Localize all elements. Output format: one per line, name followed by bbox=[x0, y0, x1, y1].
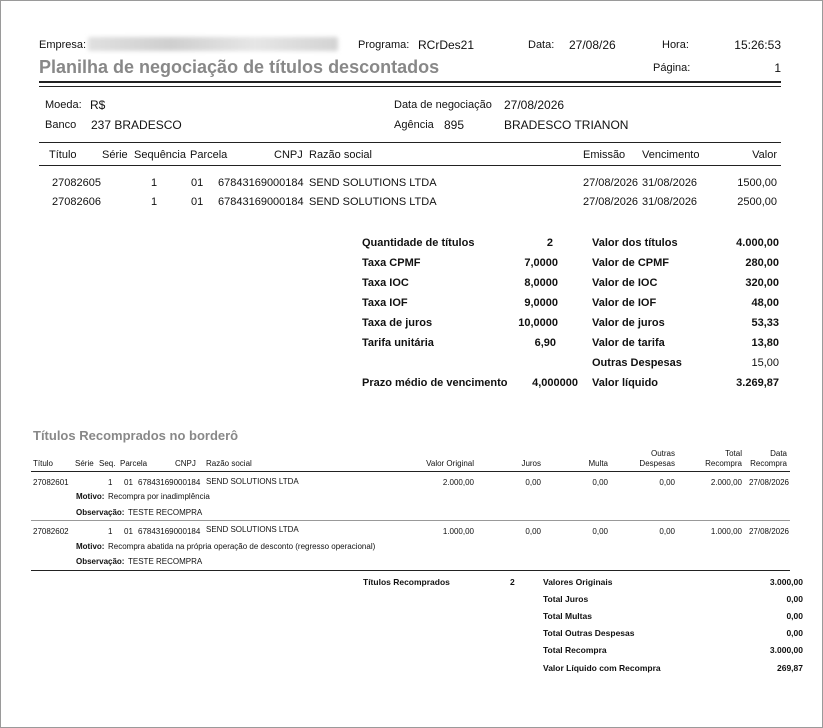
programa-value: RCrDes21 bbox=[418, 38, 475, 52]
rc-juros: 0,00 bbox=[525, 478, 541, 487]
summary-label: Prazo médio de vencimento bbox=[362, 377, 508, 389]
rc-total-label: Total Outras Despesas bbox=[543, 628, 635, 638]
summary-value: 53,33 bbox=[751, 317, 779, 329]
row-titulo: 27082605 bbox=[52, 177, 101, 189]
col-valor: Valor bbox=[752, 149, 777, 161]
recompra-title: Títulos Recomprados no borderô bbox=[33, 428, 239, 443]
table-top-rule bbox=[39, 142, 781, 143]
rc-obs: TESTE RECOMPRA bbox=[128, 508, 203, 517]
data-label: Data: bbox=[528, 39, 555, 51]
banco-value: 237 BRADESCO bbox=[91, 118, 182, 132]
rc-razao: SEND SOLUTIONS LTDA bbox=[206, 477, 299, 486]
rc-total-label: Total Recompra bbox=[543, 645, 607, 655]
row-razao: SEND SOLUTIONS LTDA bbox=[309, 177, 437, 189]
summary-value: 10,0000 bbox=[518, 317, 558, 329]
moeda-label: Moeda: bbox=[45, 99, 82, 111]
agencia-value: 895 bbox=[444, 118, 465, 132]
col-sequencia: Sequência bbox=[134, 149, 186, 161]
row-titulo: 27082606 bbox=[52, 196, 101, 208]
rc-data: 27/08/2026 bbox=[748, 478, 789, 487]
summary-label: Outras Despesas bbox=[592, 357, 682, 369]
rc-motivo: Recompra abatida na própria operação de desconto (regresso operacional) bbox=[108, 542, 376, 551]
rc-obs-label: Observação: bbox=[76, 557, 125, 566]
rc-obs-label: Observação: bbox=[76, 508, 125, 517]
summary-label: Quantidade de títulos bbox=[362, 237, 475, 249]
rc-col-razao: Razão social bbox=[206, 459, 252, 468]
data-value: 27/08/26 bbox=[569, 38, 616, 52]
recompra-row-rule bbox=[31, 520, 790, 521]
rc-total-value: 269,87 bbox=[777, 663, 803, 673]
summary-label: Valor de IOF bbox=[592, 297, 657, 309]
summary-label: Taxa CPMF bbox=[362, 257, 421, 269]
rc-col-seq: Seq. bbox=[99, 459, 116, 468]
col-emissao: Emissão bbox=[583, 149, 626, 161]
recompra-header-rule bbox=[31, 471, 790, 472]
rc-total-label: Total Juros bbox=[543, 594, 589, 604]
row-valor: 2500,00 bbox=[737, 196, 777, 208]
pagina-label: Página: bbox=[653, 62, 691, 74]
rc-col-juros: Juros bbox=[521, 459, 541, 468]
row-razao: SEND SOLUTIONS LTDA bbox=[309, 196, 437, 208]
rc-valor-original: 1.000,00 bbox=[442, 527, 474, 536]
rc-multa: 0,00 bbox=[592, 478, 608, 487]
moeda-value: R$ bbox=[90, 98, 106, 112]
summary-label: Tarifa unitária bbox=[362, 337, 434, 349]
rc-total: 1.000,00 bbox=[710, 527, 742, 536]
rc-serie: 1 bbox=[108, 527, 113, 536]
summary-value: 7,0000 bbox=[524, 257, 558, 269]
summary-value: 9,0000 bbox=[524, 297, 558, 309]
rc-col-cnpj: CNPJ bbox=[175, 459, 196, 468]
col-serie: Série bbox=[102, 149, 128, 161]
summary-label: Taxa de juros bbox=[362, 317, 433, 329]
rc-col-total-2: Recompra bbox=[705, 459, 742, 468]
rc-multa: 0,00 bbox=[592, 527, 608, 536]
row-cnpj: 67843169000184 bbox=[218, 177, 304, 189]
rc-total: 2.000,00 bbox=[710, 478, 742, 487]
rc-col-multa: Multa bbox=[588, 459, 608, 468]
empresa-redacted bbox=[88, 37, 338, 51]
rc-total-value: 0,00 bbox=[786, 594, 803, 604]
summary-value: 2 bbox=[546, 237, 553, 249]
rc-cnpj: 67843169000184 bbox=[138, 527, 201, 536]
pagina-value: 1 bbox=[774, 61, 781, 75]
rc-total-label: Total Multas bbox=[543, 611, 592, 621]
rc-total-label: Valores Originais bbox=[543, 577, 613, 587]
rc-col-outras-1: Outras bbox=[650, 449, 675, 458]
data-negociacao-label: Data de negociação bbox=[394, 99, 492, 111]
row-parcela: 01 bbox=[191, 196, 204, 208]
rc-col-valor-original: Valor Original bbox=[426, 459, 474, 468]
rc-data: 27/08/2026 bbox=[748, 527, 789, 536]
summary-value: 15,00 bbox=[751, 357, 779, 369]
data-negociacao-value: 27/08/2026 bbox=[504, 98, 565, 112]
summary-label: Taxa IOF bbox=[362, 297, 408, 309]
rc-total-value: 3.000,00 bbox=[769, 577, 803, 587]
row-emissao: 27/08/2026 bbox=[583, 177, 639, 189]
summary-value: 13,80 bbox=[751, 337, 779, 349]
rc-motivo-label: Motivo: bbox=[76, 542, 105, 551]
hora-value: 15:26:53 bbox=[734, 38, 781, 52]
summary-value: 4.000,00 bbox=[736, 237, 779, 249]
rc-total-value: 0,00 bbox=[786, 628, 803, 638]
rc-obs: TESTE RECOMPRA bbox=[128, 557, 203, 566]
summary-label: Valor dos títulos bbox=[592, 237, 678, 249]
summary-label: Valor de CPMF bbox=[592, 257, 670, 269]
programa-label: Programa: bbox=[358, 39, 410, 51]
rc-titulo: 27082601 bbox=[33, 478, 69, 487]
summary-label: Valor de tarifa bbox=[592, 337, 665, 349]
row-serie: 1 bbox=[151, 196, 158, 208]
rc-razao: SEND SOLUTIONS LTDA bbox=[206, 525, 299, 534]
summary-label: Taxa IOC bbox=[362, 277, 409, 289]
row-serie: 1 bbox=[151, 177, 158, 189]
empresa-label: Empresa: bbox=[39, 39, 87, 51]
summary-value: 280,00 bbox=[745, 257, 779, 269]
rc-total-value: 3.000,00 bbox=[769, 645, 803, 655]
header-rule-2 bbox=[39, 86, 781, 87]
rc-col-serie: Série bbox=[75, 459, 94, 468]
rc-count-label: Títulos Recomprados bbox=[363, 577, 450, 587]
summary-value: 8,0000 bbox=[524, 277, 558, 289]
rc-col-outras-2: Despesas bbox=[639, 459, 675, 468]
rc-parcela: 01 bbox=[124, 527, 133, 536]
row-vencimento: 31/08/2026 bbox=[642, 177, 698, 189]
rc-outras: 0,00 bbox=[659, 478, 675, 487]
row-cnpj: 67843169000184 bbox=[218, 196, 304, 208]
rc-serie: 1 bbox=[108, 478, 113, 487]
hora-label: Hora: bbox=[662, 39, 689, 51]
rc-total-value: 0,00 bbox=[786, 611, 803, 621]
row-parcela: 01 bbox=[191, 177, 204, 189]
agencia-label: Agência bbox=[394, 119, 434, 131]
row-vencimento: 31/08/2026 bbox=[642, 196, 698, 208]
header-rule bbox=[39, 81, 781, 83]
summary-value: 48,00 bbox=[751, 297, 779, 309]
table-header-rule bbox=[39, 165, 781, 166]
rc-col-data-1: Data bbox=[770, 449, 787, 458]
col-parcela: Parcela bbox=[190, 149, 228, 161]
rc-motivo: Recompra por inadimplência bbox=[108, 492, 210, 501]
col-cnpj: CNPJ bbox=[274, 149, 303, 161]
rc-count: 2 bbox=[510, 577, 515, 587]
rc-outras: 0,00 bbox=[659, 527, 675, 536]
recompra-bottom-rule bbox=[31, 570, 790, 571]
summary-label: Valor de IOC bbox=[592, 277, 658, 289]
row-emissao: 27/08/2026 bbox=[583, 196, 639, 208]
summary-value: 3.269,87 bbox=[736, 377, 779, 389]
row-valor: 1500,00 bbox=[737, 177, 777, 189]
banco-label: Banco bbox=[45, 119, 77, 131]
summary-value: 320,00 bbox=[745, 277, 779, 289]
col-razao: Razão social bbox=[309, 149, 372, 161]
rc-cnpj: 67843169000184 bbox=[138, 478, 201, 487]
rc-col-parcela: Parcela bbox=[120, 459, 148, 468]
rc-juros: 0,00 bbox=[525, 527, 541, 536]
agencia-nome: BRADESCO TRIANON bbox=[504, 118, 629, 132]
summary-value: 4,000000 bbox=[532, 377, 578, 389]
rc-total-label: Valor Líquido com Recompra bbox=[543, 663, 661, 673]
rc-col-data-2: Recompra bbox=[750, 459, 787, 468]
rc-valor-original: 2.000,00 bbox=[442, 478, 474, 487]
col-titulo: Título bbox=[49, 149, 77, 161]
col-vencimento: Vencimento bbox=[642, 149, 700, 161]
page-title: Planilha de negociação de títulos descontados bbox=[39, 57, 440, 77]
rc-col-total-1: Total bbox=[725, 449, 742, 458]
rc-col-titulo: Título bbox=[33, 459, 54, 468]
rc-motivo-label: Motivo: bbox=[76, 492, 105, 501]
summary-value: 6,90 bbox=[534, 337, 556, 349]
summary-label: Valor líquido bbox=[592, 377, 659, 389]
rc-parcela: 01 bbox=[124, 478, 133, 487]
rc-titulo: 27082602 bbox=[33, 527, 69, 536]
summary-label: Valor de juros bbox=[592, 317, 665, 329]
